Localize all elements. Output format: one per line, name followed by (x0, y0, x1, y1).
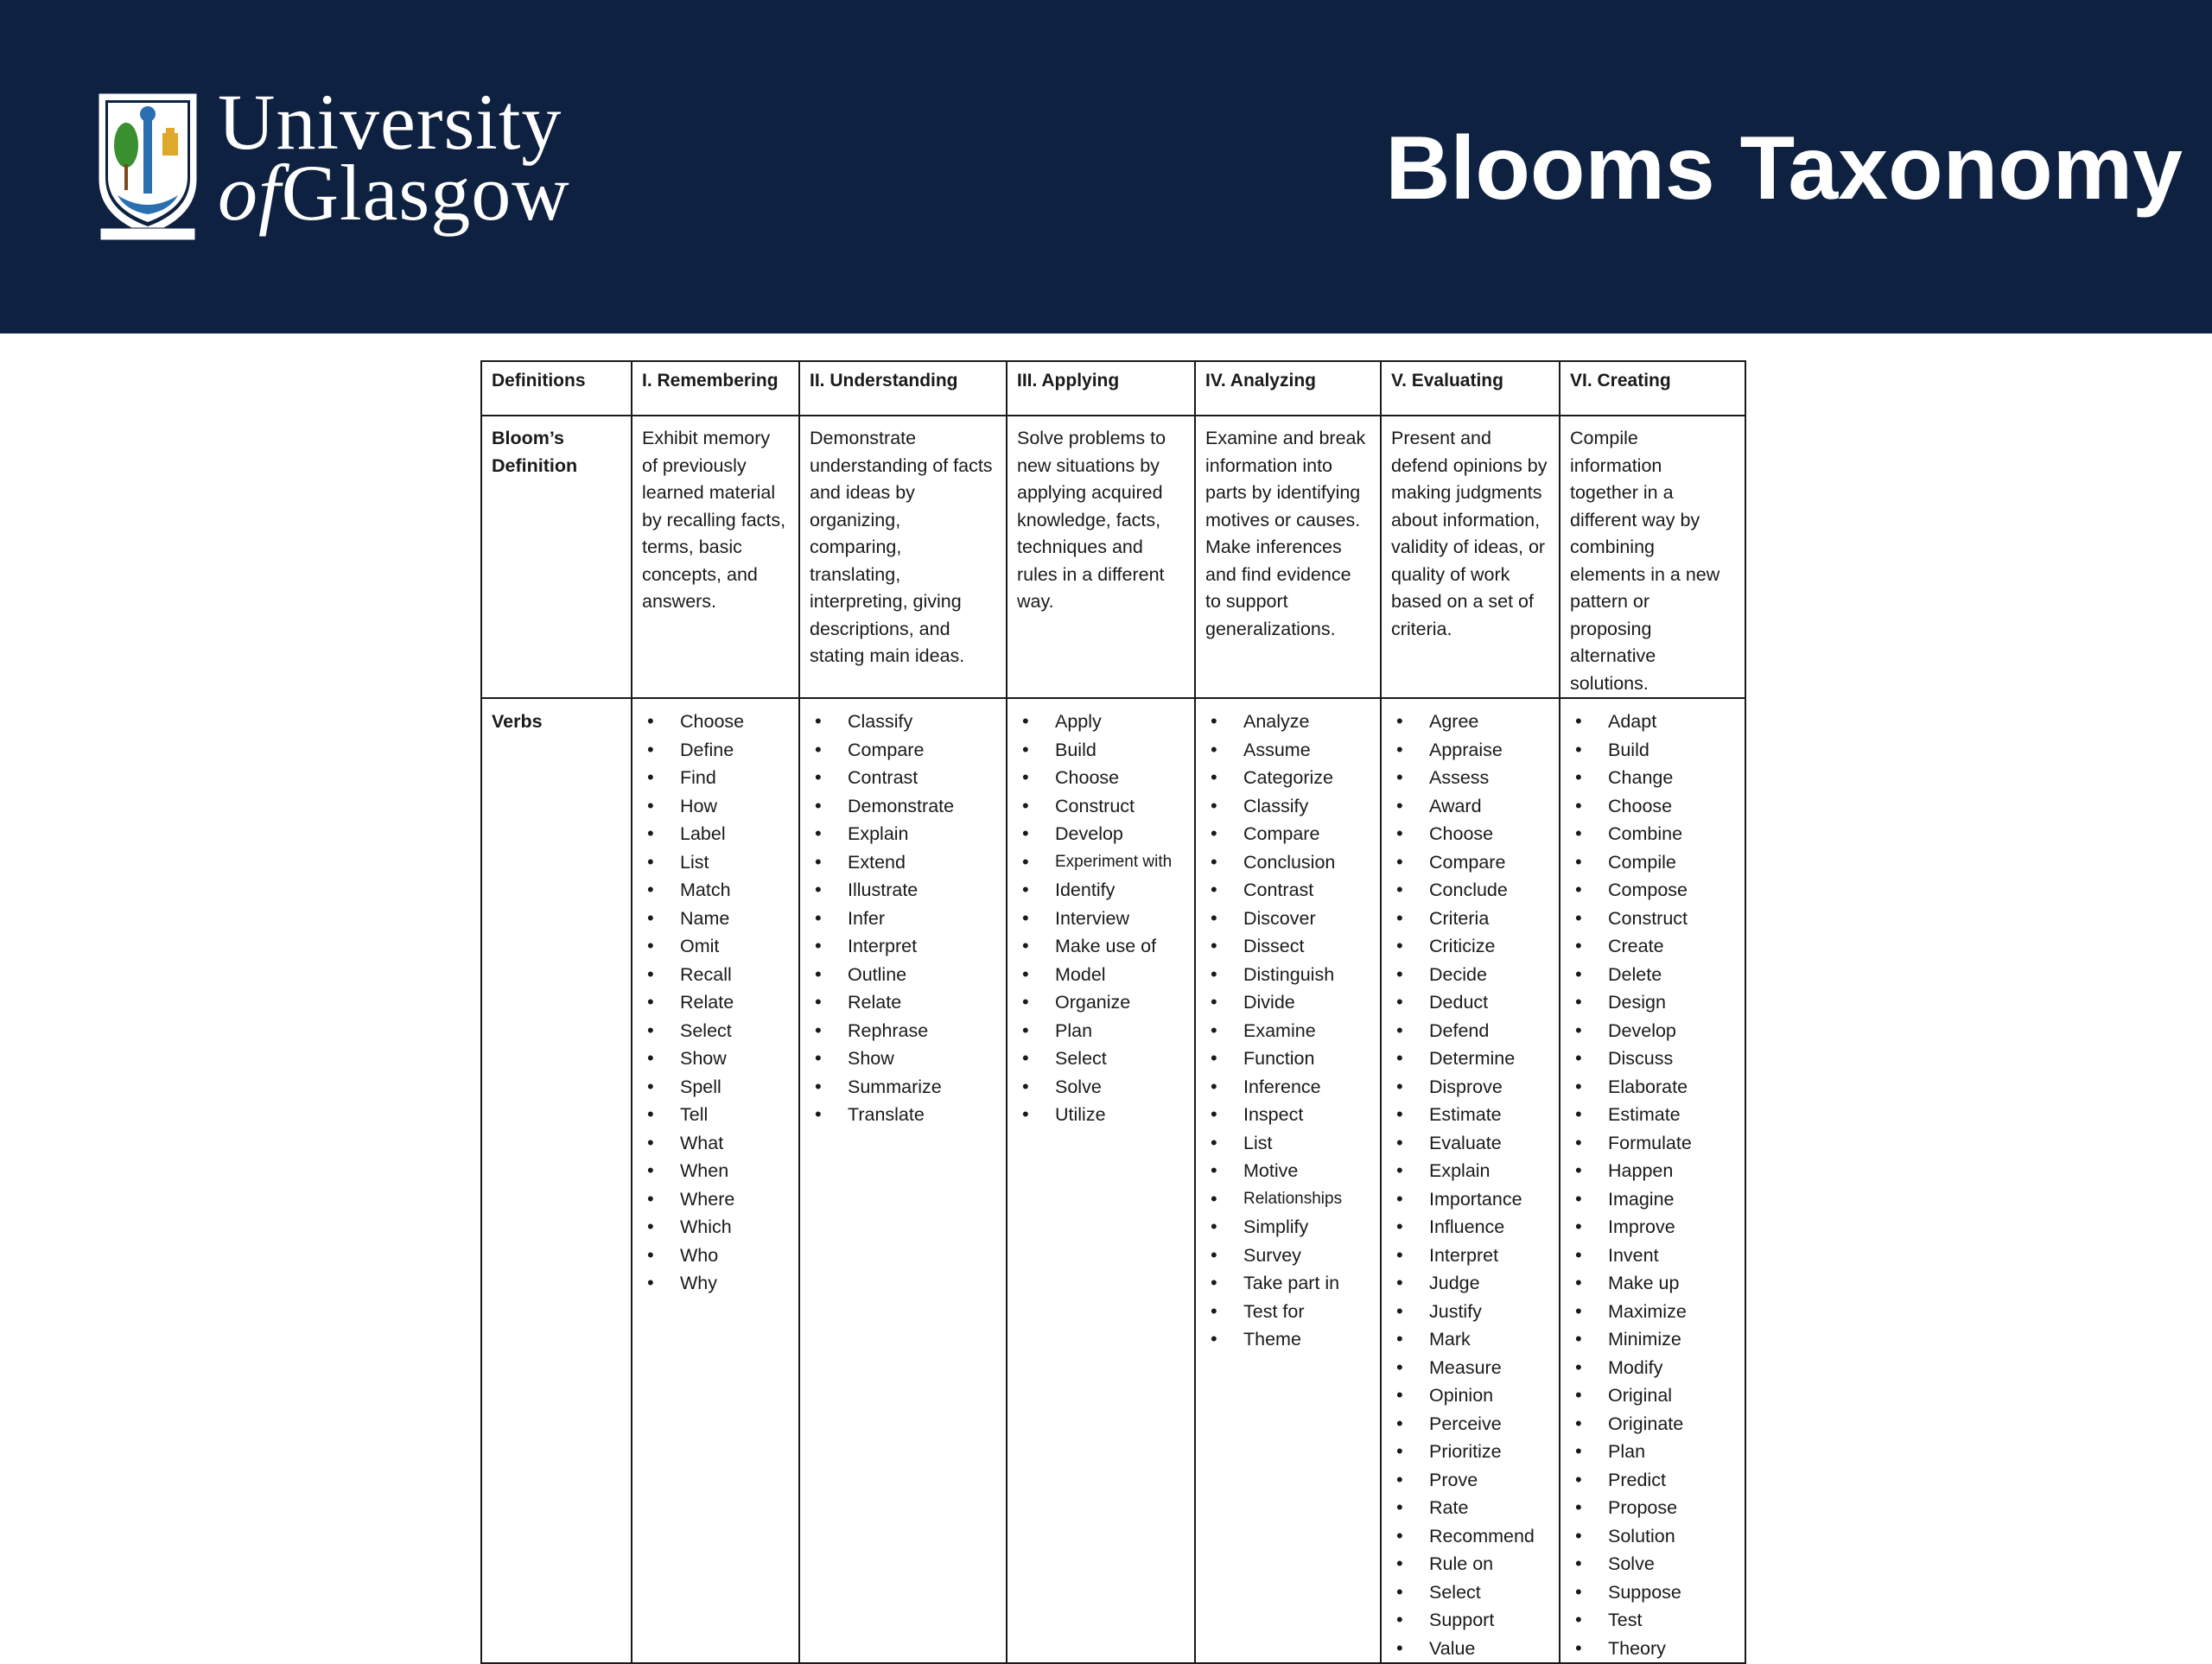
verb-item: • Agree (1391, 708, 1549, 736)
verb-item: • Theory (1570, 1635, 1735, 1663)
verb-item: • Value (1391, 1635, 1549, 1663)
verb-item: • Formulate (1570, 1129, 1735, 1158)
verb-item: • Rate (1391, 1494, 1549, 1522)
verb-item: • Discover (1205, 905, 1370, 933)
verb-item: • Show (642, 1045, 789, 1073)
verb-item: • Inference (1205, 1073, 1370, 1102)
verb-item: • Estimate (1391, 1101, 1549, 1129)
verb-item: • Simplify (1205, 1213, 1370, 1242)
verb-item: • Inspect (1205, 1101, 1370, 1129)
verb-item: • Disprove (1391, 1073, 1549, 1102)
verb-item: • Build (1570, 736, 1735, 765)
verb-item: • Solve (1570, 1550, 1735, 1578)
verb-item: • Originate (1570, 1410, 1735, 1439)
verb-item: • Relationships (1205, 1185, 1370, 1214)
verb-item: • Compare (1391, 848, 1549, 877)
verb-item: • Conclude (1391, 876, 1549, 905)
verb-item: • Decide (1391, 961, 1549, 989)
verb-item: • Categorize (1205, 764, 1370, 792)
verb-list (810, 708, 996, 1129)
verb-item: • Predict (1570, 1466, 1735, 1495)
verb-item: • Divide (1205, 988, 1370, 1017)
verb-item: • Distinguish (1205, 961, 1370, 989)
verb-item: • Plan (1017, 1017, 1185, 1045)
university-crest-icon (97, 90, 199, 242)
verb-item: • Model (1017, 961, 1185, 989)
verbs-cell (1195, 698, 1381, 1663)
verb-item: • Match (642, 876, 789, 905)
wordmark-glasgow: Glasgow (281, 149, 570, 237)
wordmark-line-2 (218, 149, 570, 237)
verb-item: • Choose (642, 708, 789, 736)
verbs-row (481, 698, 1745, 1663)
verbs-row-label: Verbs (481, 698, 632, 1663)
verb-item: • Select (1391, 1578, 1549, 1607)
verb-item: • Infer (810, 905, 996, 933)
verb-item: • Make up (1570, 1269, 1735, 1298)
verb-item: • Compare (1205, 820, 1370, 848)
verb-item: • Translate (810, 1101, 996, 1129)
verb-item: • Estimate (1570, 1101, 1735, 1129)
verb-item: • Develop (1570, 1017, 1735, 1045)
definition-cell: Examine and break information into parts by identifying motives or causes. Make inferences and find evidence to support generalizations. (1195, 416, 1381, 698)
verb-item: • List (642, 848, 789, 877)
verb-item: • Maximize (1570, 1298, 1735, 1326)
verb-item: • Evaluate (1391, 1129, 1549, 1158)
verb-item: • Measure (1391, 1354, 1549, 1382)
definition-row (481, 416, 1745, 698)
verb-item: • Summarize (810, 1073, 996, 1102)
verb-item: • Improve (1570, 1213, 1735, 1242)
verb-item: • Theme (1205, 1325, 1370, 1354)
definition-row-label: Bloom’s Definition (481, 416, 632, 698)
definition-cell: Present and defend opinions by making judgments about information, validity of ideas, or quality of work based on a set of criteria. (1381, 416, 1560, 698)
verb-item: • Assume (1205, 736, 1370, 765)
slide-title: Blooms Taxonomy (1385, 118, 2183, 219)
verb-item: • Make use of (1017, 932, 1185, 961)
verb-item: • Mark (1391, 1325, 1549, 1354)
verb-item: • Select (1017, 1045, 1185, 1073)
column-header: VI. Creating (1560, 361, 1745, 416)
verb-item: • When (642, 1157, 789, 1185)
verb-item: • Demonstrate (810, 792, 996, 821)
verb-list (1205, 708, 1370, 1354)
verb-item: • Label (642, 820, 789, 848)
verb-item: • Construct (1017, 792, 1185, 821)
definition-cell: Exhibit memory of previously learned material by recalling facts, terms, basic concepts, and answers. (632, 416, 799, 698)
verb-item: • Relate (642, 988, 789, 1017)
verb-item: • Analyze (1205, 708, 1370, 736)
column-header: Definitions (481, 361, 632, 416)
verb-item: • Modify (1570, 1354, 1735, 1382)
verb-item: • Interpret (1391, 1242, 1549, 1270)
verb-item: • Criticize (1391, 932, 1549, 961)
verb-item: • Invent (1570, 1242, 1735, 1270)
verb-item: • What (642, 1129, 789, 1158)
verb-item: • Experiment with (1017, 848, 1185, 877)
column-header: IV. Analyzing (1195, 361, 1381, 416)
verbs-cell (632, 698, 799, 1663)
verb-item: • Minimize (1570, 1325, 1735, 1354)
verb-item: • Explain (810, 820, 996, 848)
verb-item: • Suppose (1570, 1578, 1735, 1607)
verb-item: • Interpret (810, 932, 996, 961)
verb-item: • Motive (1205, 1157, 1370, 1185)
verb-item: • Rule on (1391, 1550, 1549, 1578)
verb-item: • Recall (642, 961, 789, 989)
verb-item: • Assess (1391, 764, 1549, 792)
verb-list (1391, 708, 1549, 1662)
verb-item: • How (642, 792, 789, 821)
verb-item: • Change (1570, 764, 1735, 792)
table-header-row (481, 361, 1745, 416)
verb-item: • Discuss (1570, 1045, 1735, 1073)
verb-item: • Classify (1205, 792, 1370, 821)
verb-item: • Interview (1017, 905, 1185, 933)
verb-item: • Illustrate (810, 876, 996, 905)
wordmark-of: of (218, 149, 282, 237)
verb-item: • Happen (1570, 1157, 1735, 1185)
verb-item: • Prioritize (1391, 1438, 1549, 1466)
verb-item: • Classify (810, 708, 996, 736)
verb-item: • Choose (1391, 820, 1549, 848)
verb-item: • Solve (1017, 1073, 1185, 1102)
verb-item: • Conclusion (1205, 848, 1370, 877)
verb-item: • Rephrase (810, 1017, 996, 1045)
verb-item: • Take part in (1205, 1269, 1370, 1298)
wordmark-line-1: University (218, 78, 563, 166)
verb-item: • Why (642, 1269, 789, 1298)
verb-item: • Solution (1570, 1522, 1735, 1551)
verb-item: • Contrast (1205, 876, 1370, 905)
verb-item: • Perceive (1391, 1410, 1549, 1439)
definition-cell: Solve problems to new situations by applying acquired knowledge, facts, techniques and rules in a different way. (1007, 416, 1195, 698)
verb-item: • Explain (1391, 1157, 1549, 1185)
column-header: III. Applying (1007, 361, 1195, 416)
verb-item: • Opinion (1391, 1381, 1549, 1410)
verb-item: • Utilize (1017, 1101, 1185, 1129)
verb-item: • Omit (642, 932, 789, 961)
verb-item: • Influence (1391, 1213, 1549, 1242)
verb-item: • Define (642, 736, 789, 765)
university-logo (97, 78, 581, 246)
column-header: I. Remembering (632, 361, 799, 416)
verb-item: • Show (810, 1045, 996, 1073)
verb-item: • Test for (1205, 1298, 1370, 1326)
verb-item: • Spell (642, 1073, 789, 1102)
verb-item: • List (1205, 1129, 1370, 1158)
header-banner (0, 0, 2212, 333)
verb-item: • Name (642, 905, 789, 933)
definition-cell: Compile information together in a different way by combining elements in a new pattern or proposing alternative solutions. (1560, 416, 1745, 698)
verbs-cell (799, 698, 1007, 1663)
verb-item: • Adapt (1570, 708, 1735, 736)
verb-list (642, 708, 789, 1298)
verb-item: • Prove (1391, 1466, 1549, 1495)
verb-item: • Plan (1570, 1438, 1735, 1466)
verb-item: • Outline (810, 961, 996, 989)
verb-item: • Relate (810, 988, 996, 1017)
verb-item: • Determine (1391, 1045, 1549, 1073)
verb-item: • Test (1570, 1606, 1735, 1635)
column-header: V. Evaluating (1381, 361, 1560, 416)
verb-item: • Criteria (1391, 905, 1549, 933)
verb-item: • Select (642, 1017, 789, 1045)
verb-item: • Contrast (810, 764, 996, 792)
verb-list (1017, 708, 1185, 1129)
column-header: II. Understanding (799, 361, 1007, 416)
verb-item: • Elaborate (1570, 1073, 1735, 1102)
verb-item: • Design (1570, 988, 1735, 1017)
verb-item: • Compile (1570, 848, 1735, 877)
verb-item: • Apply (1017, 708, 1185, 736)
verb-item: • Who (642, 1242, 789, 1270)
verb-item: • Support (1391, 1606, 1549, 1635)
verb-item: • Recommend (1391, 1522, 1549, 1551)
verb-item: • Construct (1570, 905, 1735, 933)
verb-item: • Extend (810, 848, 996, 877)
verb-item: • Function (1205, 1045, 1370, 1073)
blooms-taxonomy-table (480, 360, 1746, 1664)
verb-item: • Defend (1391, 1017, 1549, 1045)
verb-item: • Choose (1570, 792, 1735, 821)
verb-item: • Appraise (1391, 736, 1549, 765)
university-wordmark (218, 78, 570, 237)
verb-item: • Organize (1017, 988, 1185, 1017)
verbs-cell (1381, 698, 1560, 1663)
verb-item: • Imagine (1570, 1185, 1735, 1214)
verb-item: • Award (1391, 792, 1549, 821)
verb-item: • Develop (1017, 820, 1185, 848)
definition-cell: Demonstrate understanding of facts and ideas by organizing, comparing, translating, interpreting, giving descriptions, and stating main ideas. (799, 416, 1007, 698)
verb-item: • Justify (1391, 1298, 1549, 1326)
verb-item: • Compose (1570, 876, 1735, 905)
verb-item: • Choose (1017, 764, 1185, 792)
verb-item: • Propose (1570, 1494, 1735, 1522)
verbs-cell (1560, 698, 1745, 1663)
verb-item: • Which (642, 1213, 789, 1242)
verbs-cell (1007, 698, 1195, 1663)
verb-list (1570, 708, 1735, 1662)
verb-item: • Examine (1205, 1017, 1370, 1045)
verb-item: • Build (1017, 736, 1185, 765)
verb-item: • Judge (1391, 1269, 1549, 1298)
verb-item: • Delete (1570, 961, 1735, 989)
verb-item: • Compare (810, 736, 996, 765)
verb-item: • Create (1570, 932, 1735, 961)
verb-item: • Tell (642, 1101, 789, 1129)
verb-item: • Where (642, 1185, 789, 1214)
verb-item: • Find (642, 764, 789, 792)
verb-item: • Identify (1017, 876, 1185, 905)
verb-item: • Combine (1570, 820, 1735, 848)
verb-item: • Survey (1205, 1242, 1370, 1270)
verb-item: • Deduct (1391, 988, 1549, 1017)
verb-item: • Importance (1391, 1185, 1549, 1214)
verb-item: • Dissect (1205, 932, 1370, 961)
verb-item: • Original (1570, 1381, 1735, 1410)
